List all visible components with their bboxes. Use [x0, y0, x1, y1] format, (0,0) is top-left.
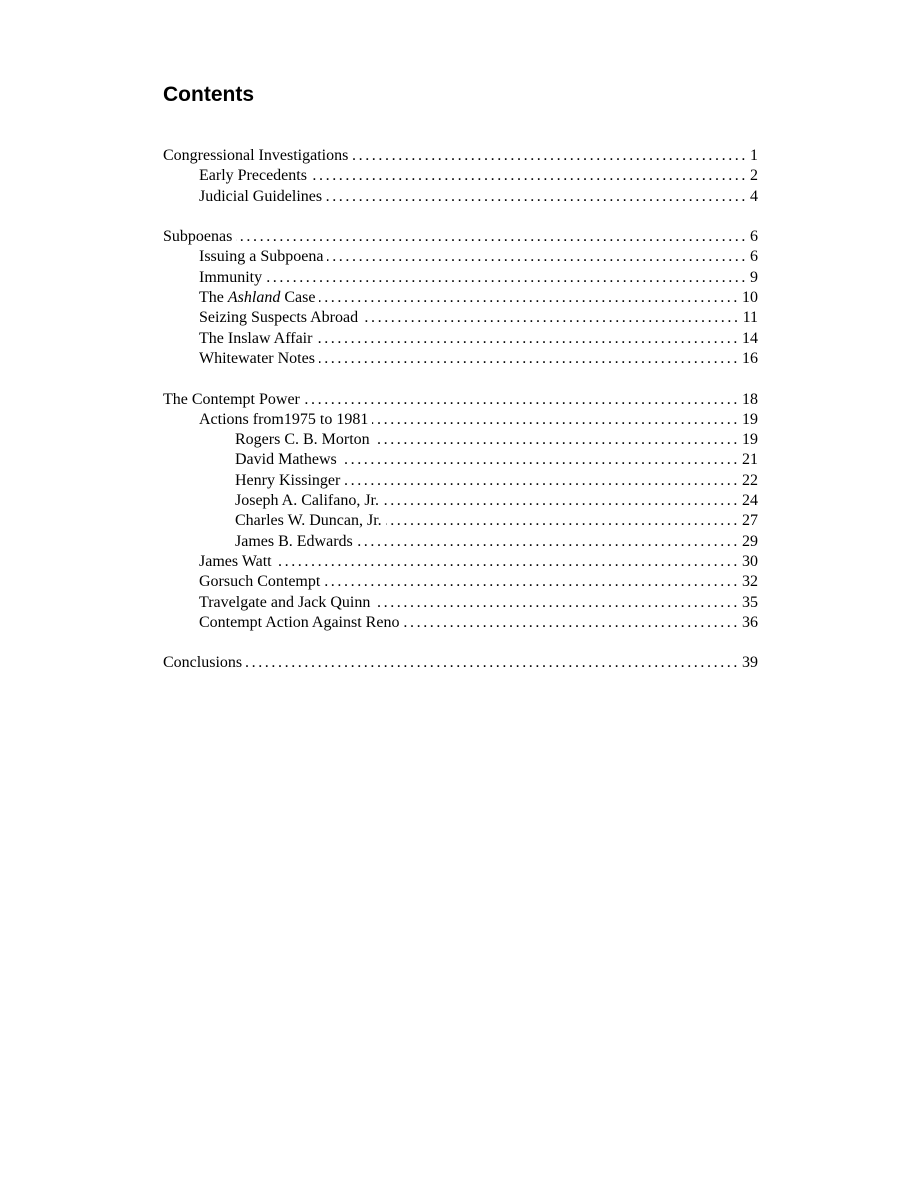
- dot-leader: [276, 552, 740, 572]
- toc-entry[interactable]: [163, 491, 758, 511]
- toc-entry-page: 6: [750, 248, 758, 266]
- dot-leader: [304, 390, 740, 410]
- toc-entry[interactable]: [163, 430, 758, 450]
- toc-entry-page: 14: [742, 329, 758, 347]
- toc-entry-page: 29: [742, 532, 758, 550]
- toc-entry[interactable]: [163, 471, 758, 491]
- toc-entry-page: 19: [742, 431, 758, 449]
- toc-entry-title: Conclusions: [163, 654, 243, 672]
- toc-entry-page: 18: [742, 390, 758, 408]
- page-title: Contents: [163, 83, 254, 106]
- toc-entry-page: 1: [750, 147, 758, 164]
- toc-entry-title: The Contempt Power: [163, 390, 300, 408]
- toc-entry-page: 21: [742, 451, 758, 469]
- toc-entry-title: Travelgate and Jack Quinn: [199, 593, 371, 611]
- toc-entry-title: Early Precedents: [199, 167, 307, 185]
- toc-entry-page: 30: [742, 552, 758, 570]
- toc-entry[interactable]: [163, 593, 758, 613]
- dot-leader: [403, 613, 740, 633]
- toc-entry-title: Subpoenas: [163, 228, 233, 246]
- toc-entry[interactable]: [163, 288, 758, 308]
- toc-entry-page: 6: [750, 228, 758, 246]
- toc-entry-title: Charles W. Duncan, Jr.: [235, 512, 382, 530]
- toc-entry[interactable]: [163, 187, 758, 207]
- toc-section-subpoenas: [163, 227, 758, 369]
- toc-entry-title: David Mathews: [235, 451, 337, 469]
- toc-entry-title: Judicial Guidelines: [199, 187, 323, 205]
- toc-entry-page: 16: [742, 349, 758, 367]
- toc-entry[interactable]: [163, 410, 758, 430]
- toc-entry-title: Issuing a Subpoena: [199, 248, 324, 266]
- dot-leader: [319, 288, 740, 308]
- toc-entry-title: Joseph A. Califano, Jr.: [235, 492, 379, 510]
- toc-entry[interactable]: [163, 329, 758, 349]
- toc-entry-title: Henry Kissinger: [235, 471, 341, 489]
- toc-entry[interactable]: [163, 390, 758, 410]
- toc-entry[interactable]: [163, 450, 758, 470]
- toc-entry-title: Contempt Action Against Reno: [199, 613, 400, 631]
- dot-leader: [357, 532, 740, 552]
- dot-leader: [266, 268, 748, 288]
- dot-leader: [352, 146, 748, 166]
- toc-entry-page: 27: [742, 512, 758, 530]
- toc-entry[interactable]: [163, 227, 758, 247]
- toc-entry-page: 19: [742, 410, 758, 428]
- dot-leader: [362, 308, 741, 328]
- toc-entry-title: Congressional Investigations: [163, 147, 349, 164]
- toc-entry-page: 39: [742, 654, 758, 672]
- toc-entry-page: 32: [742, 573, 758, 591]
- toc-entry-title: Actions from1975 to 1981: [199, 410, 369, 428]
- toc-entry-page: 4: [750, 187, 758, 205]
- toc-entry-title: [199, 288, 319, 308]
- toc-entry-page: 36: [742, 613, 758, 631]
- dot-leader: [372, 410, 740, 430]
- toc-entry-page: 9: [750, 268, 758, 286]
- dot-leader: [327, 247, 748, 267]
- toc-entry-title: The Inslaw Affair: [199, 329, 313, 347]
- toc-entry[interactable]: [163, 572, 758, 592]
- dot-leader: [374, 430, 740, 450]
- toc-entry-title-suffix: Case: [280, 289, 316, 307]
- toc-entry[interactable]: [163, 166, 758, 186]
- toc-entry[interactable]: [163, 552, 758, 572]
- toc-section-contempt-power: [163, 390, 758, 634]
- toc-entry[interactable]: [163, 247, 758, 267]
- toc-entry[interactable]: [163, 653, 758, 673]
- toc-entry-title: James Watt: [199, 552, 272, 570]
- dot-leader: [341, 450, 740, 470]
- toc-entry-title: Seizing Suspects Abroad: [199, 309, 359, 327]
- toc-entry-title: James B. Edwards: [235, 532, 353, 550]
- toc-entry-page: 22: [742, 471, 758, 489]
- dot-leader: [374, 593, 740, 613]
- dot-leader: [246, 653, 740, 673]
- dot-leader: [311, 166, 748, 186]
- toc-entry-page: 24: [742, 492, 758, 510]
- dot-leader: [316, 329, 740, 349]
- toc-entry-title-italic: Ashland: [227, 289, 281, 307]
- toc-entry[interactable]: [163, 532, 758, 552]
- dot-leader: [236, 227, 748, 247]
- toc-entry-page: 35: [742, 593, 758, 611]
- dot-leader: [319, 349, 740, 369]
- toc-section-conclusions: [163, 653, 758, 673]
- toc-entry[interactable]: [163, 349, 758, 369]
- table-of-contents: [163, 146, 758, 694]
- toc-section-congressional-investigations: [163, 146, 758, 207]
- dot-leader: [344, 471, 740, 491]
- toc-entry-page: 11: [742, 309, 758, 327]
- toc-entry-title: Whitewater Notes: [199, 349, 315, 367]
- toc-entry[interactable]: [163, 613, 758, 633]
- toc-entry-title: Gorsuch Contempt: [199, 573, 321, 591]
- toc-entry[interactable]: [163, 268, 758, 288]
- dot-leader: [326, 187, 748, 207]
- toc-entry-title: Immunity: [199, 268, 263, 286]
- toc-entry[interactable]: [163, 511, 758, 531]
- toc-entry[interactable]: [163, 308, 758, 328]
- toc-entry-page: 10: [742, 289, 758, 307]
- toc-entry[interactable]: [163, 146, 758, 166]
- toc-entry-title: Rogers C. B. Morton: [235, 431, 370, 449]
- dot-leader: [324, 572, 740, 592]
- dot-leader: [386, 511, 740, 531]
- toc-entry-page: 2: [750, 167, 758, 185]
- dot-leader: [383, 491, 740, 511]
- toc-entry-title-prefix: The: [199, 289, 228, 307]
